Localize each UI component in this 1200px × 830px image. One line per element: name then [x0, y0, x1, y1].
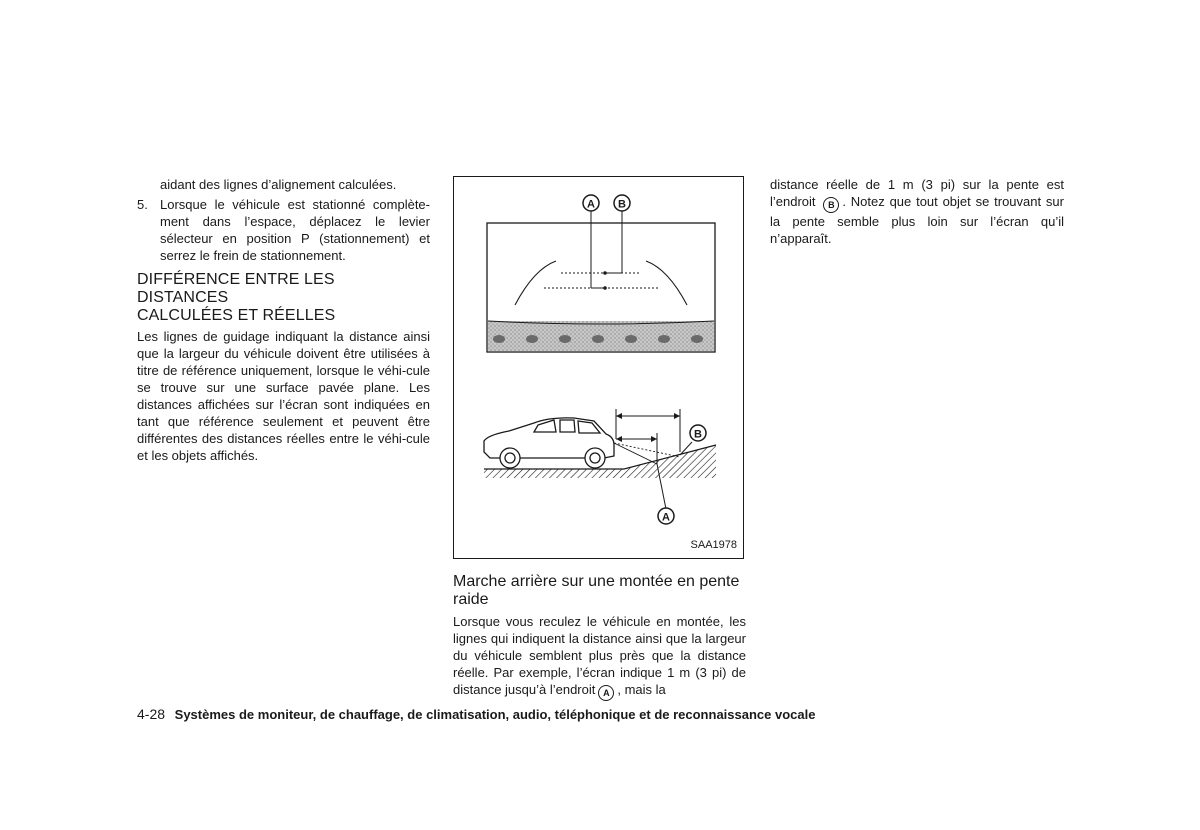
middle-paragraph-start: Lorsque vous reculez le véhicule en montée, les lignes qui indiquent la distance ainsi que la largeur du véhicule semblent plus près que la distance réelle. Par exemple, l’écran indique 1 m (3 pi) de distance jusqu’à l’endroit	[453, 614, 746, 697]
middle-paragraph	[453, 613, 746, 701]
step-5	[137, 196, 430, 264]
chapter-title: Systèmes de moniteur, de chauffage, de climatisation, audio, téléphonique et de reconnaissance vocale	[174, 707, 816, 722]
rear-camera-diagram	[454, 177, 745, 560]
page-number: 4-28	[137, 706, 166, 722]
label-a-top	[583, 195, 599, 211]
subheading: Marche arrière sur une montée en pente raide	[453, 573, 740, 608]
figure-code: SAA1978	[690, 539, 737, 551]
label-b-top	[614, 195, 630, 211]
label-b-side-text: B	[694, 428, 702, 441]
right-paragraph-start: distance réelle de 1 m (3 pi) sur la pente est l’endroit	[770, 177, 1064, 209]
section-heading-line2: CALCULÉES ET RÉELLES	[137, 307, 336, 324]
car-side-view	[484, 418, 614, 468]
ground-hatch	[484, 469, 716, 478]
section-heading	[137, 271, 430, 325]
continued-text: aidant des lignes d’alignement calculées.	[160, 177, 397, 192]
section-paragraph: Les lignes de guidage indiquant la distance ainsi que la largeur du véhicule doivent être utilisées à titre de référence uniquement, lorsque le véhi-cule se trouve sur une surface pavée plane. Les distances affichées sur l’écran sont indiquées en tant que référence seulement et peuvent être différentes des distances réelles entre le véhi-cule et les objets affichés.	[137, 329, 430, 463]
illustration-figure	[453, 176, 744, 559]
step-text: Lorsque le véhicule est stationné complète-ment dans l’espace, déplacez le levier sélecteur en position P (stationnement) et serrez le frein de stationnement.	[160, 197, 430, 263]
marker-a-inline: A	[598, 685, 614, 701]
label-a-top-text: A	[587, 198, 595, 211]
section-heading-line1: DIFFÉRENCE ENTRE LES DISTANCES	[137, 271, 335, 306]
label-b-top-text: B	[618, 198, 626, 211]
middle-column	[453, 176, 746, 701]
left-column	[137, 176, 430, 464]
right-paragraph-end: . Notez que tout objet se trouvant sur la pente semble plus loin sur l’écran qu’il n’apparaît.	[770, 194, 1064, 246]
page-footer	[137, 706, 815, 722]
label-a-side	[658, 508, 674, 524]
right-column	[770, 176, 1064, 247]
marker-b-inline: B	[823, 197, 839, 213]
label-a-side-text: A	[662, 511, 670, 524]
middle-paragraph-end: , mais la	[617, 682, 666, 697]
label-b-side	[690, 425, 706, 441]
right-paragraph	[770, 176, 1064, 247]
step-number: 5.	[137, 197, 148, 212]
